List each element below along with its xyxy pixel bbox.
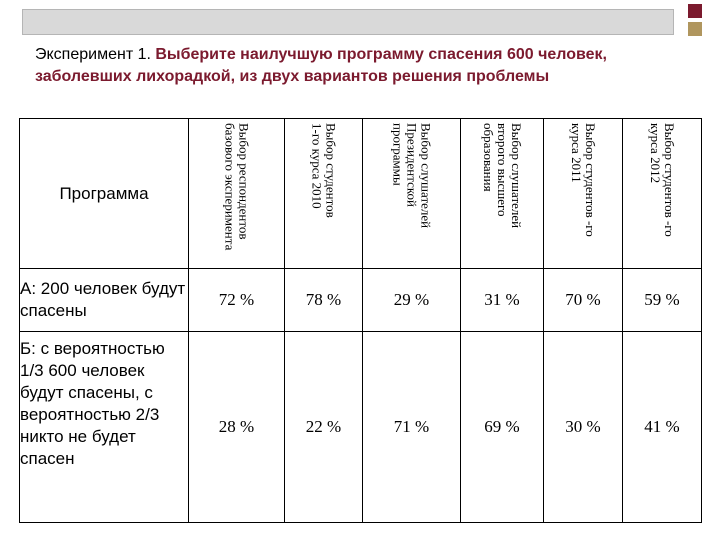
table-cell: 78 % [285,269,363,332]
table-cell: 31 % [461,269,544,332]
table-row-b [20,332,702,523]
table-cell: 59 % [623,269,702,332]
row-label: А: 200 человек будут спасены [20,269,189,332]
column-header-text: Выбор студентов 1-го курса 2010 [309,123,339,218]
row-label: Б: с вероятностью 1/3 600 человек будут спасены, с вероятностью 2/3 никто не будет спасен [20,332,189,523]
heading-prefix: Эксперимент 1. [35,46,156,63]
column-header [461,119,544,269]
title-bar [22,9,674,35]
table-cell: 30 % [544,332,623,523]
column-header [363,119,461,269]
table-row-a [20,269,702,332]
column-header [623,119,702,269]
program-header: Программа [20,119,189,269]
column-header-text: Выбор слушателей Президентской программы [390,123,434,229]
table-cell: 29 % [363,269,461,332]
column-header [544,119,623,269]
decor-square-dark [688,4,702,18]
table-cell: 72 % [189,269,285,332]
column-header [285,119,363,269]
header-row [20,119,702,269]
table-cell: 22 % [285,332,363,523]
table-cell: 71 % [363,332,461,523]
table-cell: 41 % [623,332,702,523]
results-table [19,118,702,523]
column-header [189,119,285,269]
slide-heading [35,44,635,88]
column-header-text: Выбор слушателей второго высшего образования [481,123,524,229]
table-cell: 28 % [189,332,285,523]
heading-task: Выберите наилучшую программу спасения 600 человек, заболевших лихорадкой, из двух вариантов решения проблемы [35,46,607,85]
column-header-text: Выбор студентов -го курса 2011 [569,123,598,237]
column-header-text: Выбор студентов -го курса 2012 [648,123,677,237]
table-cell: 69 % [461,332,544,523]
column-header-text: Выбор респондентов базового эксперимента [222,123,252,251]
decor-square-gold [688,22,702,36]
table-cell: 70 % [544,269,623,332]
